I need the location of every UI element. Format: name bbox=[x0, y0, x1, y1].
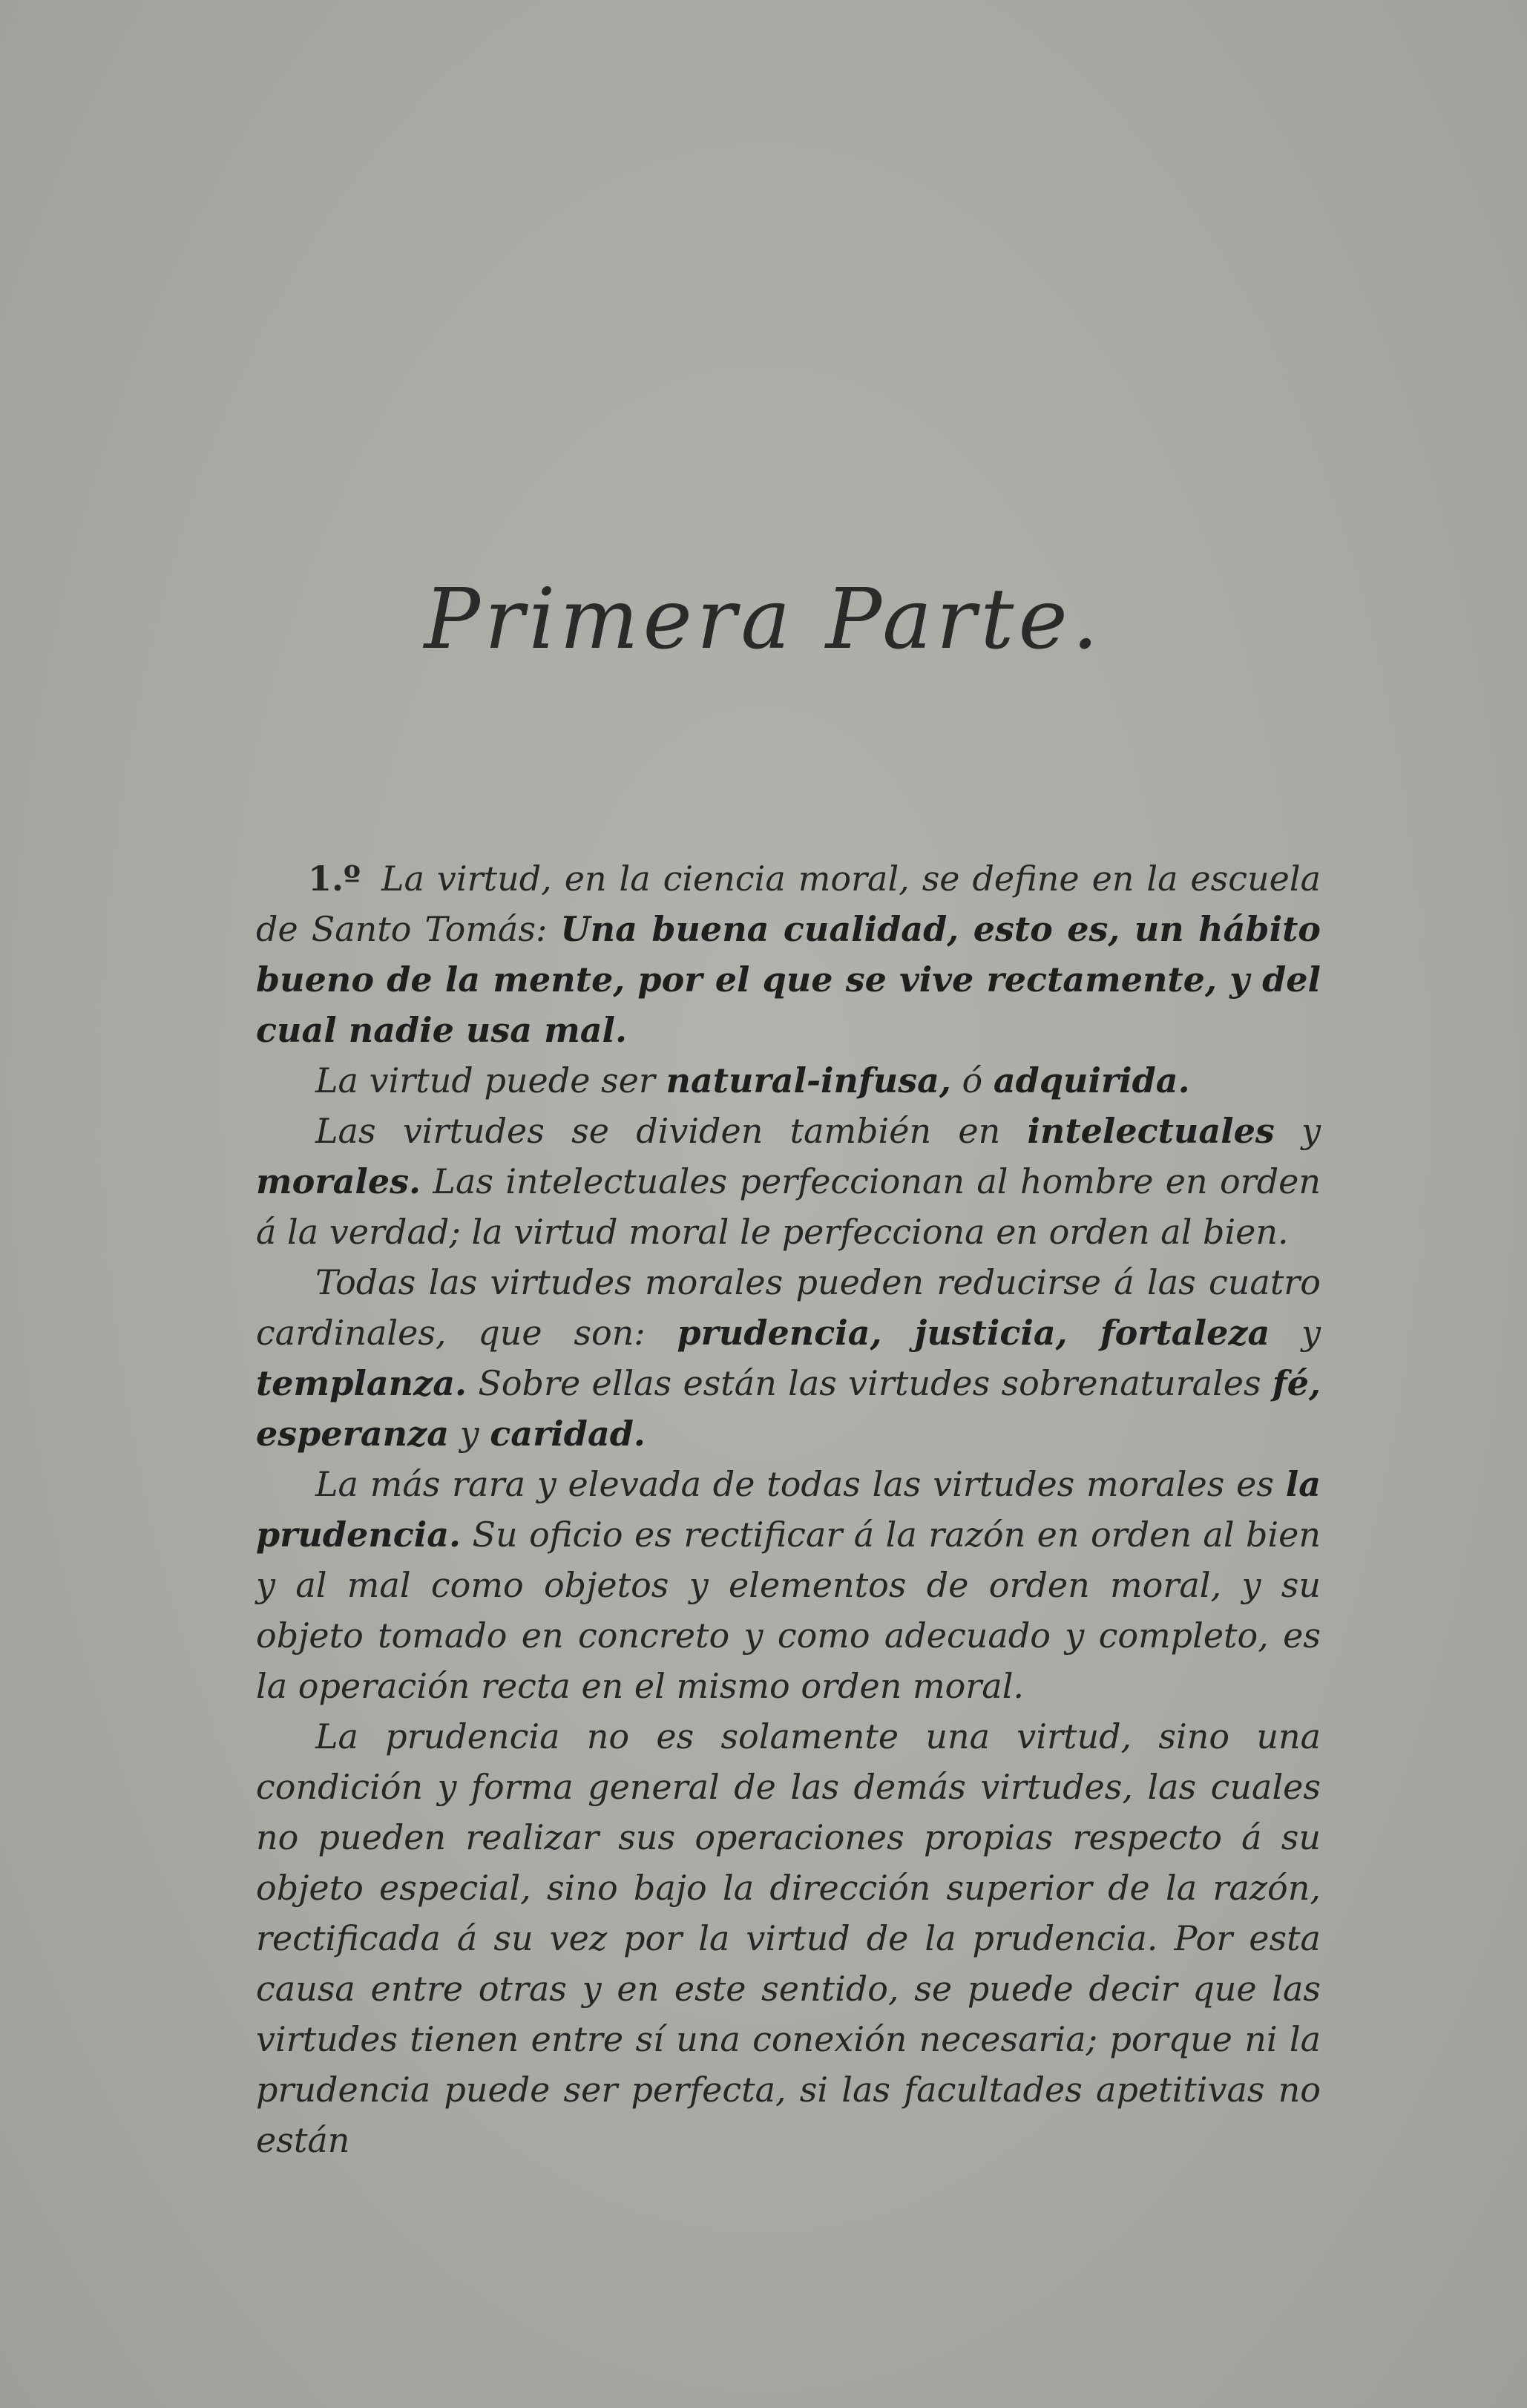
paragraph-6 bbox=[256, 1711, 1321, 2165]
bold-text: fé, esperanza bbox=[256, 1363, 1321, 1454]
bold-text: adquirida. bbox=[993, 1060, 1190, 1100]
paragraph-1 bbox=[256, 853, 1321, 1055]
bold-text: la prudencia. bbox=[256, 1464, 1321, 1555]
text-run: La virtud, en la ciencia moral, se define en la escuela de Santo Tomás: bbox=[256, 859, 1321, 949]
bold-text: prudencia, justicia, fortaleza bbox=[677, 1313, 1270, 1353]
text-run: Las intelectuales perfeccionan al hombre en orden á la verdad; la virtud moral le perfecciona en orden al bien. bbox=[256, 1161, 1321, 1252]
paragraph-3 bbox=[256, 1106, 1321, 1257]
text-run: Su oficio es rectificar á la razón en orden al bien y al mal como objetos y elementos de orden moral, y su objeto tomado en concreto y como adecuado y completo, es la operación recta en el mismo orden moral. bbox=[256, 1515, 1321, 1706]
text-run: Las virtudes se dividen también en bbox=[315, 1111, 1028, 1151]
bold-text: caridad. bbox=[490, 1414, 646, 1454]
bold-text: natural-infusa, bbox=[666, 1060, 951, 1100]
bold-text: intelectuales bbox=[1027, 1111, 1275, 1151]
page-heading: Primera Parte. bbox=[424, 571, 1103, 668]
bold-text: morales. bbox=[256, 1161, 421, 1201]
bold-text: templanza. bbox=[256, 1363, 467, 1403]
bold-text: Una buena cualidad, esto es, un hábito bueno de la mente, por el que se vive rectamente, y del cual nadie usa mal. bbox=[256, 909, 1321, 1050]
text-run: y bbox=[1270, 1313, 1321, 1353]
paragraph-2 bbox=[256, 1055, 1321, 1106]
text-run: La virtud puede ser bbox=[315, 1060, 666, 1100]
text-run: Todas las virtudes morales pueden reducirse á las cuatro cardinales, que son: bbox=[256, 1262, 1321, 1353]
text-run: La más rara y elevada de todas las virtudes morales es bbox=[315, 1464, 1286, 1504]
text-run: y bbox=[1274, 1111, 1321, 1151]
paragraph-4 bbox=[256, 1257, 1321, 1459]
body-text bbox=[256, 853, 1321, 2165]
text-run: y bbox=[449, 1414, 490, 1454]
paragraph-5 bbox=[256, 1459, 1321, 1711]
paragraph-number: 1.º bbox=[308, 859, 361, 899]
text-run: La prudencia no es solamente una virtud, sino una condición y forma general de las demás virtudes, las cuales no pueden realizar sus operaciones propias respecto á su objeto especial, sino bajo la dirección superior de la razón, rectificada á su vez por la virtud de la prudencia. Por esta causa entre otras y en este sentido, se puede decir que las virtudes tienen entre sí una conexión necesaria; porque ni la prudencia puede ser perfecta, si las facultades apetitivas no están bbox=[256, 1716, 1321, 2160]
text-run: ó bbox=[950, 1060, 994, 1100]
text-run: Sobre ellas están las virtudes sobrenaturales bbox=[467, 1363, 1272, 1403]
